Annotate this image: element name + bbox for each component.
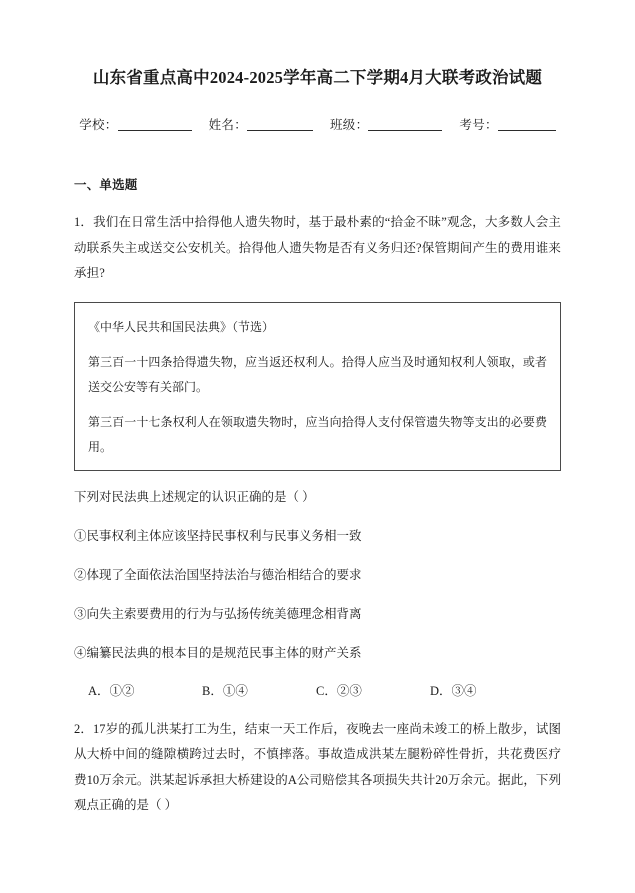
question-1-statement-1: ①民事权利主体应该坚持民事权利与民事义务相一致 — [74, 528, 362, 543]
field-exam-number-blank[interactable] — [498, 118, 556, 131]
choice-a[interactable]: A．①② — [88, 683, 135, 698]
field-school — [79, 115, 191, 133]
page-title: 山东省重点高中2024-2025学年高二下学期4月大联考政治试题 — [92, 68, 543, 87]
choice-c[interactable]: C．②③ — [316, 683, 362, 698]
question-1-sub-stem: 下列对民法典上述规定的认识正确的是（ ） — [74, 489, 315, 504]
field-exam-number — [459, 115, 555, 133]
field-name-blank[interactable] — [247, 118, 313, 131]
exam-info-line — [74, 115, 561, 133]
question-1-choices — [74, 681, 561, 699]
question-1-stem: 1．我们在日常生活中拾得他人遗失物时，基于最朴素的“拾金不昧”观念，大多数人会主动联系失主或送交公安机关。拾得他人遗失物是否有义务归还?保管期间产生的费用谁来承担? — [74, 215, 561, 280]
question-1-statement-2: ②体现了全面依法治国坚持法治与德治相结合的要求 — [74, 567, 362, 582]
law-article-314: 第三百一十四条拾得遗失物，应当返还权利人。拾得人应当及时通知权利人领取，或者送交公安等有关部门。 — [88, 354, 547, 394]
section-heading: 一、单选题 — [74, 178, 138, 192]
choice-b[interactable]: B．①④ — [202, 683, 248, 698]
field-name-label: 姓名： — [208, 118, 247, 132]
question-1-statement-3: ③向失主索要费用的行为与弘扬传统美德理念相背离 — [74, 606, 362, 621]
law-article-317: 第三百一十七条权利人在领取遗失物时，应当向拾得人支付保管遗失物等支出的必要费用。 — [88, 414, 547, 454]
field-name — [209, 115, 313, 133]
field-school-label: 学校： — [79, 118, 118, 132]
question-1-statement-4: ④编纂民法典的根本目的是规范民事主体的财产关系 — [74, 645, 362, 660]
field-class-label: 班级： — [330, 118, 369, 132]
field-exam-number-label: 考号： — [459, 118, 498, 132]
law-excerpt-box — [74, 302, 561, 471]
choice-d[interactable]: D．③④ — [430, 683, 477, 698]
field-school-blank[interactable] — [118, 118, 192, 131]
question-2-stem: 2．17岁的孤儿洪某打工为生，结束一天工作后，夜晚去一座尚未竣工的桥上散步，试图从大桥中间的缝隙横跨过去时，不慎摔落。事故造成洪某左腿粉碎性骨折，共花费医疗费10万余元。洪某起诉承担大桥建设的A公司赔偿其各项损失共计20万余元。据此，下列观点正确的是（ ） — [74, 721, 561, 812]
law-source: 《中华人民共和国民法典》（节选） — [88, 319, 275, 334]
field-class — [330, 115, 442, 133]
field-class-blank[interactable] — [368, 118, 442, 131]
